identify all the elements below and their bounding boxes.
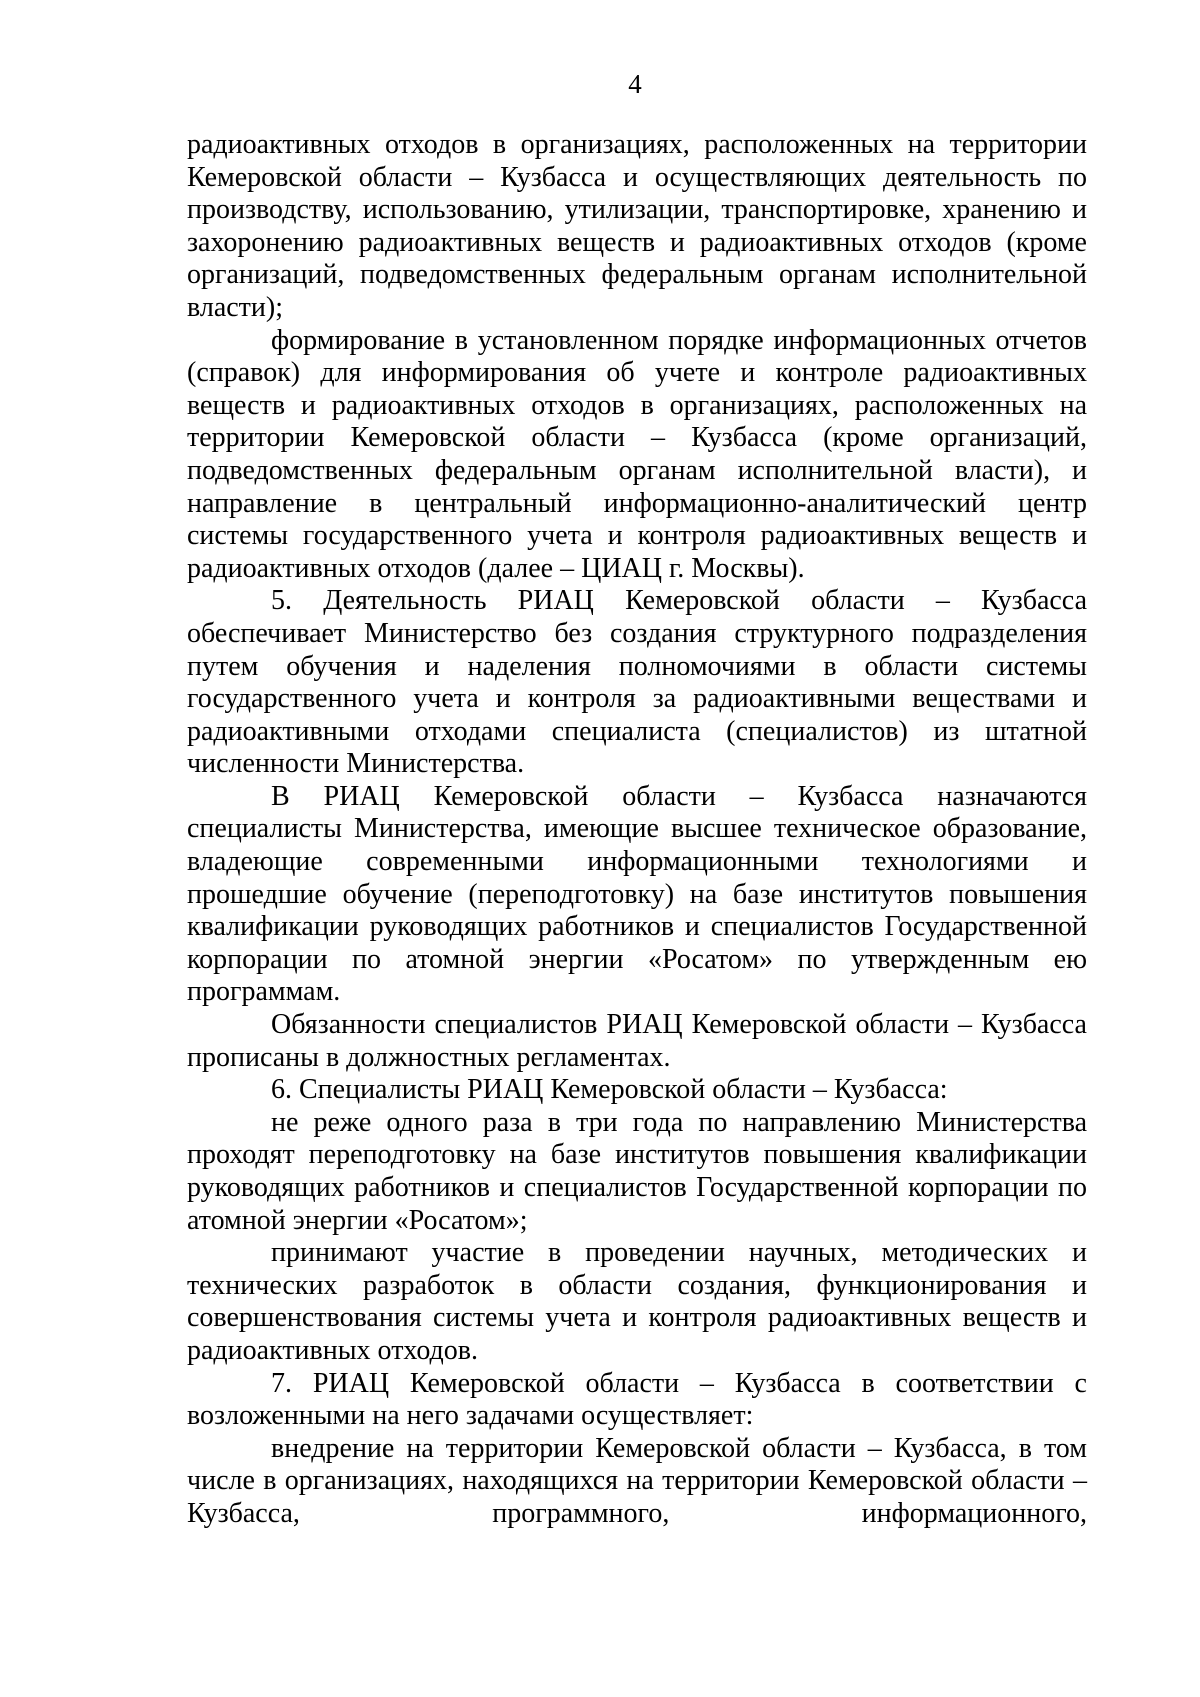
paragraph-7: не реже одного раза в три года по направлению Министерства проходят переподготовку на базе институтов повышения квалификации руководящих работников и специалистов Государственной корпорации по атомной энергии «Росатом»; [187, 1106, 1087, 1236]
paragraph-3: 5. Деятельность РИАЦ Кемеровской области – Кузбасса обеспечивает Министерство без создания структурного подразделения путем обучения и наделения полномочиями в области системы государственного учета и контроля за радиоактивными веществами и радиоактивными отходами специалиста (специалистов) из штатной численности Министерства. [187, 585, 1087, 780]
paragraph-4: В РИАЦ Кемеровской области – Кузбасса назначаются специалисты Министерства, имеющие высшее техническое образование, владеющие современными информационными технологиями и прошедшие обучение (переподготовку) на базе институтов повышения квалификации руководящих работников и специалистов Государственной корпорации по атомной энергии «Росатом» по утвержденным ею программам. [187, 780, 1087, 1008]
paragraph-1: радиоактивных отходов в организациях, расположенных на территории Кемеровской области – Кузбасса и осуществляющих деятельность по производству, использованию, утилизации, транспортировке, хранению и захоронению радиоактивных веществ и радиоактивных отходов (кроме организаций, подведомственных федеральным органам исполнительной власти); [187, 129, 1087, 323]
page-number: 4 [628, 69, 642, 99]
paragraph-9: 7. РИАЦ Кемеровской области – Кузбасса в соответствии с возложенными на него задачами осуществляет: [187, 1367, 1087, 1432]
paragraph-8: принимают участие в проведении научных, методических и технических разработок в области создания, функционирования и совершенствования системы учета и контроля радиоактивных веществ и радиоактивных отходов. [187, 1237, 1087, 1366]
paragraph-5: Обязанности специалистов РИАЦ Кемеровской области – Кузбасса прописаны в должностных регламентах. [187, 1009, 1087, 1073]
paragraph-6: 6. Специалисты РИАЦ Кемеровской области – Кузбасса: [271, 1074, 948, 1106]
paragraph-10: внедрение на территории Кемеровской области – Кузбасса, в том числе в организациях, находящихся на территории Кемеровской области – Кузбасса, программного, информационного, [187, 1432, 1087, 1529]
document-body [187, 129, 1087, 1531]
paragraph-2: формирование в установленном порядке информационных отчетов (справок) для информирования об учете и контроле радиоактивных веществ и радиоактивных отходов в организациях, расположенных на территории Кемеровской области – Кузбасса (кроме организаций, подведомственных федеральным органам исполнительной власти), и направление в центральный информационно-аналитический центр системы государственного учета и контроля радиоактивных веществ и радиоактивных отходов (далее – ЦИАЦ г. Москвы). [187, 324, 1087, 584]
